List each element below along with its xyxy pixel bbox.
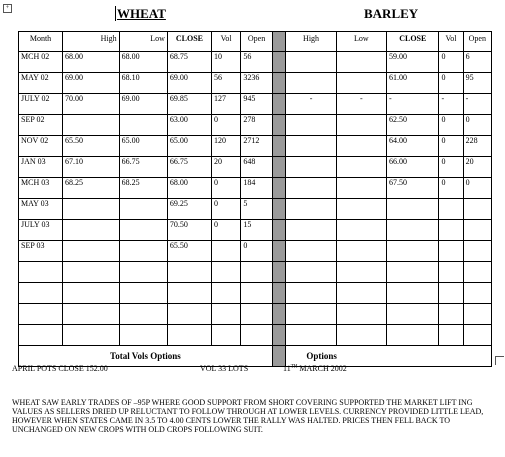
cell-b-low — [336, 241, 386, 262]
cell-low — [119, 325, 167, 346]
cell-low: 65.00 — [119, 136, 167, 157]
section-marker-icon: + — [3, 4, 12, 13]
cell-close: 68.00 — [167, 178, 211, 199]
cell-close: 70.50 — [167, 220, 211, 241]
header-barley-close: CLOSE — [387, 32, 439, 52]
cell-b-close — [387, 220, 439, 241]
page-corner-mark — [495, 356, 504, 365]
cell-b-vol: 0 — [439, 52, 463, 73]
cell-vol: 20 — [211, 157, 240, 178]
cell-b-low — [336, 73, 386, 94]
cell-b-open — [463, 283, 491, 304]
cell-b-high — [286, 304, 336, 325]
cell-low — [119, 199, 167, 220]
header-wheat-close: CLOSE — [167, 32, 211, 52]
cell-high: 68.00 — [63, 52, 120, 73]
cell-b-open — [463, 262, 491, 283]
cell-close — [167, 262, 211, 283]
cell-low — [119, 283, 167, 304]
cell-low: 68.00 — [119, 52, 167, 73]
column-separator — [272, 325, 286, 346]
cell-low: 66.75 — [119, 157, 167, 178]
cell-b-high — [286, 199, 336, 220]
column-separator — [272, 157, 286, 178]
cell-b-open: 20 — [463, 157, 491, 178]
header-wheat-open: Open — [241, 32, 272, 52]
cell-b-close — [387, 241, 439, 262]
cell-b-open: - — [463, 94, 491, 115]
table-row — [19, 136, 492, 157]
cell-b-low — [336, 136, 386, 157]
header-wheat-high: High — [63, 32, 120, 52]
cell-b-low — [336, 115, 386, 136]
date-rest: MARCH 2002 — [297, 364, 347, 373]
cell-b-close: 59.00 — [387, 52, 439, 73]
cell-b-high — [286, 115, 336, 136]
cell-b-close — [387, 262, 439, 283]
table-row — [19, 157, 492, 178]
cell-b-close — [387, 283, 439, 304]
cell-b-close — [387, 199, 439, 220]
cell-high: 69.00 — [63, 73, 120, 94]
cell-high — [63, 262, 120, 283]
table-row — [19, 325, 492, 346]
cell-b-close: 66.00 — [387, 157, 439, 178]
cell-open: 2712 — [241, 136, 272, 157]
column-separator — [272, 178, 286, 199]
pots-close-text: APRIL POTS CLOSE 152.00 — [12, 364, 108, 373]
cell-b-vol — [439, 220, 463, 241]
cell-close: 69.25 — [167, 199, 211, 220]
header-barley-low: Low — [336, 32, 386, 52]
cell-vol — [211, 241, 240, 262]
cell-close — [167, 304, 211, 325]
header-month: Month — [19, 32, 63, 52]
table-row — [19, 115, 492, 136]
column-separator — [272, 32, 286, 52]
cell-month — [19, 262, 63, 283]
cell-close: 69.85 — [167, 94, 211, 115]
cell-close — [167, 283, 211, 304]
column-separator — [272, 304, 286, 325]
cell-month: JULY 03 — [19, 220, 63, 241]
table-row — [19, 241, 492, 262]
cell-month: JULY 02 — [19, 94, 63, 115]
cell-b-low — [336, 304, 386, 325]
cell-high — [63, 325, 120, 346]
cell-open — [241, 283, 272, 304]
cell-vol: 0 — [211, 220, 240, 241]
column-separator — [272, 262, 286, 283]
cell-open: 184 — [241, 178, 272, 199]
cell-b-high — [286, 283, 336, 304]
table-row — [19, 220, 492, 241]
cell-close: 65.00 — [167, 136, 211, 157]
cell-b-high — [286, 52, 336, 73]
cell-close: 68.75 — [167, 52, 211, 73]
cell-open — [241, 304, 272, 325]
cell-month: JAN 03 — [19, 157, 63, 178]
cell-b-high — [286, 241, 336, 262]
cell-b-open: 228 — [463, 136, 491, 157]
table-row — [19, 178, 492, 199]
column-separator — [272, 199, 286, 220]
cell-b-vol — [439, 325, 463, 346]
cell-high — [63, 199, 120, 220]
cell-vol: 0 — [211, 178, 240, 199]
cell-vol: 10 — [211, 52, 240, 73]
cell-vol — [211, 283, 240, 304]
cell-b-vol: 0 — [439, 115, 463, 136]
cell-b-high — [286, 262, 336, 283]
cell-open: 0 — [241, 241, 272, 262]
cell-open: 278 — [241, 115, 272, 136]
header-barley-high: High — [286, 32, 336, 52]
cell-close: 69.00 — [167, 73, 211, 94]
column-separator — [272, 115, 286, 136]
cell-b-close — [387, 304, 439, 325]
cell-vol: 0 — [211, 115, 240, 136]
cell-b-low: - — [336, 94, 386, 115]
cell-b-close: 67.50 — [387, 178, 439, 199]
cell-b-vol: 0 — [439, 178, 463, 199]
wheat-title: WHEAT — [117, 6, 166, 21]
cell-close: 63.00 — [167, 115, 211, 136]
cell-b-open — [463, 241, 491, 262]
footer-wheat-options: Total Vols Options — [19, 346, 273, 367]
cell-month — [19, 325, 63, 346]
cell-b-close — [387, 325, 439, 346]
cell-b-low — [336, 283, 386, 304]
cell-month: SEP 02 — [19, 115, 63, 136]
cell-month: MCH 03 — [19, 178, 63, 199]
cell-open: 648 — [241, 157, 272, 178]
cell-low — [119, 241, 167, 262]
cell-open — [241, 325, 272, 346]
table-row — [19, 52, 492, 73]
cell-month: NOV 02 — [19, 136, 63, 157]
cell-month: MCH 02 — [19, 52, 63, 73]
cell-low — [119, 304, 167, 325]
cell-b-open — [463, 325, 491, 346]
column-separator — [272, 241, 286, 262]
cell-open: 945 — [241, 94, 272, 115]
cell-b-high — [286, 136, 336, 157]
footer-barley-options: Options — [286, 346, 492, 367]
cell-low — [119, 220, 167, 241]
cell-high: 70.00 — [63, 94, 120, 115]
cell-low — [119, 115, 167, 136]
header-barley-open: Open — [463, 32, 491, 52]
cell-b-open: 6 — [463, 52, 491, 73]
cell-open: 56 — [241, 52, 272, 73]
report-date — [283, 364, 347, 373]
cell-b-open: 0 — [463, 178, 491, 199]
cell-b-vol — [439, 241, 463, 262]
cell-b-open: 0 — [463, 115, 491, 136]
barley-title: BARLEY — [364, 6, 419, 21]
cell-month — [19, 283, 63, 304]
cell-b-close: 62.50 — [387, 115, 439, 136]
cell-b-low — [336, 157, 386, 178]
cell-vol — [211, 304, 240, 325]
cell-low: 68.25 — [119, 178, 167, 199]
cell-close: 66.75 — [167, 157, 211, 178]
cell-month: MAY 03 — [19, 199, 63, 220]
header-barley-vol: Vol — [439, 32, 463, 52]
cell-b-high: - — [286, 94, 336, 115]
cell-vol — [211, 325, 240, 346]
cell-b-high — [286, 73, 336, 94]
cell-low: 69.00 — [119, 94, 167, 115]
cell-b-vol — [439, 199, 463, 220]
market-commentary: WHEAT SAW EARLY TRADES OF –95P WHERE GOOD SUPPORT FROM SHORT COVERING SUPPORTED THE MARKET LIFT ING VALUES AS SELLERS DRIED UP RELUCTANT TO FOLLOW THROUGH AT LOWER LEVELS. CURRENCY PROVIDED LITTLE LEAD, HOWEVER WHEN STATES CAME IN 3.5 TO 4.00 CENTS LOWER THE RALLY WAS HALTED. PRICES THEN FELL BACK TO UNCHANGED ON NEW CROPS WITH OLD CROPS FOLLOWING SUIT. — [12, 398, 484, 434]
cell-high: 67.10 — [63, 157, 120, 178]
vol-lots-text: VOL 33 LOTS — [200, 364, 249, 373]
table-row — [19, 73, 492, 94]
cell-b-vol: 0 — [439, 157, 463, 178]
cell-vol — [211, 262, 240, 283]
cell-b-close: 61.00 — [387, 73, 439, 94]
cell-open: 15 — [241, 220, 272, 241]
cell-b-high — [286, 157, 336, 178]
cell-open: 3236 — [241, 73, 272, 94]
cell-b-high — [286, 325, 336, 346]
cell-b-vol: - — [439, 94, 463, 115]
column-separator — [272, 73, 286, 94]
cell-b-open: 95 — [463, 73, 491, 94]
cell-b-low — [336, 178, 386, 199]
column-separator — [272, 94, 286, 115]
cell-b-vol: 0 — [439, 136, 463, 157]
table-header-row — [19, 32, 492, 52]
date-day: 11 — [283, 364, 291, 373]
cell-b-vol — [439, 283, 463, 304]
cell-vol: 0 — [211, 199, 240, 220]
cell-b-close: 64.00 — [387, 136, 439, 157]
column-separator — [272, 283, 286, 304]
cell-vol: 56 — [211, 73, 240, 94]
table-row — [19, 94, 492, 115]
cell-month: MAY 02 — [19, 73, 63, 94]
date-suffix: TH — [290, 364, 298, 370]
cell-high — [63, 304, 120, 325]
column-separator — [272, 136, 286, 157]
header-wheat-low: Low — [119, 32, 167, 52]
cell-b-low — [336, 199, 386, 220]
cell-vol: 127 — [211, 94, 240, 115]
cell-b-open — [463, 220, 491, 241]
cell-high — [63, 220, 120, 241]
cell-high — [63, 283, 120, 304]
cell-low: 68.10 — [119, 73, 167, 94]
cell-close — [167, 325, 211, 346]
cell-high: 65.50 — [63, 136, 120, 157]
cell-b-vol — [439, 262, 463, 283]
cell-b-close: - — [387, 94, 439, 115]
cell-month — [19, 304, 63, 325]
cell-high — [63, 241, 120, 262]
table-row — [19, 199, 492, 220]
table-row — [19, 304, 492, 325]
cell-b-vol — [439, 304, 463, 325]
table-row — [19, 283, 492, 304]
cell-b-open — [463, 304, 491, 325]
cell-b-high — [286, 178, 336, 199]
cell-high — [63, 115, 120, 136]
cell-b-high — [286, 220, 336, 241]
cell-b-open — [463, 199, 491, 220]
cell-b-low — [336, 262, 386, 283]
cell-b-low — [336, 325, 386, 346]
cell-month: SEP 03 — [19, 241, 63, 262]
cell-vol: 120 — [211, 136, 240, 157]
column-separator — [272, 220, 286, 241]
header-wheat-vol: Vol — [211, 32, 240, 52]
table-row — [19, 262, 492, 283]
cell-open: 5 — [241, 199, 272, 220]
cell-b-low — [336, 220, 386, 241]
cell-high: 68.25 — [63, 178, 120, 199]
cell-open — [241, 262, 272, 283]
column-separator — [272, 52, 286, 73]
cell-low — [119, 262, 167, 283]
cell-b-low — [336, 52, 386, 73]
cell-close: 65.50 — [167, 241, 211, 262]
cell-b-vol: 0 — [439, 73, 463, 94]
